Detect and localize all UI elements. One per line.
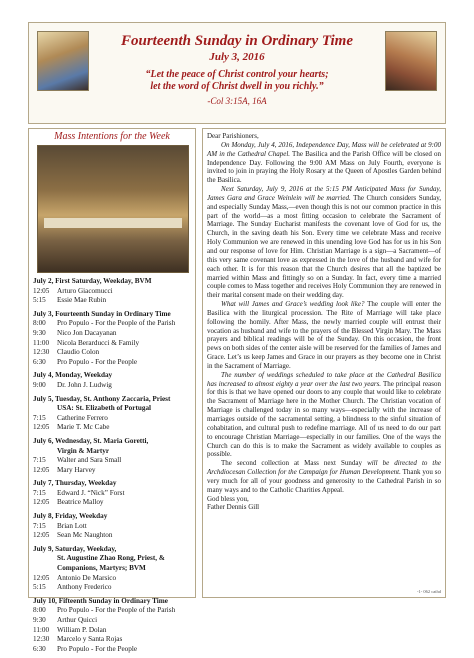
day-heading: July 7, Thursday, Weekday (33, 479, 117, 488)
mass-row (33, 296, 193, 306)
page-code: -1- 062 cathd (417, 589, 441, 594)
mass-intention-name: Dr. John J. Ludwig (57, 380, 112, 389)
day-heading: July 5, Tuesday, St. Anthony Zaccaria, Priest (33, 394, 171, 403)
mass-intention-name: Pro Populo - For the People of the Parish (57, 606, 176, 615)
mass-time: 9:00 (33, 380, 46, 389)
day-heading: July 6, Wednesday, St. Maria Goretti, (33, 436, 149, 445)
mass-time: 7:15 (33, 521, 46, 530)
mass-row (33, 583, 193, 593)
mass-row (33, 348, 193, 358)
page-date: July 3, 2016 (209, 51, 265, 63)
pastor-letter (207, 132, 441, 512)
mass-intention-name: Mary Harvey (57, 465, 96, 474)
mass-intention-name: Edward J. “Nick” Forst (57, 488, 125, 497)
mass-row (33, 329, 193, 339)
day-heading: July 2, First Saturday, Weekday, BVM (33, 277, 152, 285)
mass-intention-name: Beatrice Malloy (57, 498, 104, 507)
mass-intention-name: Sean Mc Naughton (57, 531, 113, 540)
mass-row (33, 456, 193, 466)
mass-intention-name: Arturo Giacomucci (57, 286, 113, 295)
mass-row (33, 498, 193, 508)
scripture-quote (89, 69, 385, 93)
mass-intention-name: Arthur Quicci (57, 616, 98, 624)
mass-intentions-title: Mass Intentions for the Week (54, 131, 170, 142)
letter-paragraph-5: The second collection at Mass next Sunday will be directed to the Archdiocesan Collection for the Campaign for Human Development. Thank you so very much for all of your goodness and generosity to the Cathedral Parish in so many ways and to the Catholic Charities Appeal. (207, 459, 441, 494)
mass-time: 6:30 (33, 357, 46, 366)
mass-row (33, 466, 193, 476)
mass-time: 11:00 (33, 338, 50, 347)
mass-time: 12:05 (33, 531, 50, 540)
mass-intention-name: Pro Populo - For the People of the Parish (57, 319, 176, 328)
salutation: Dear Parishioners, (207, 132, 259, 140)
mass-row (33, 645, 193, 655)
mass-time: 8:00 (33, 319, 46, 328)
day-block (33, 395, 193, 433)
christ-painting (385, 31, 437, 91)
mass-row (33, 606, 193, 616)
mass-time: 12:05 (33, 573, 50, 582)
day-heading: July 8, Friday, Weekday (33, 512, 108, 521)
letter-paragraph-3: What will James and Grace’s wedding look like? The couple will enter the Basilica with the liturgical procession. The Rite of Marriage will take place following the homily. After Mass, the newly married couple will entrust their vocation as husband and wife to the prayers of the Blessed Virgin Mary. The Mass prayers and biblical readings will be of the Sunday. On this occasion, the front pews on both sides of the center aisle will be reserved for the families of James and Grace. Let’s us keep James and Grace in our prayers as they become one in Christ in the Sacrament of Marriage. (207, 300, 441, 370)
mass-intentions-panel (28, 128, 196, 653)
mass-intention-name: Claudio Colon (57, 348, 100, 357)
mass-time: 5:15 (33, 296, 46, 305)
day-block (33, 479, 193, 508)
letter-paragraph-4: The number of weddings scheduled to take place at the Cathedral Basilica has increased to almost eighty a year over the last two years. The principal reason for this is that we have opened our doors to any couple that would like to celebrate the Sacrament of Marriage here in the Mother Church. The Christian vocation of Marriage is challenged today in so many ways—especially with the increase of marriages outside of the sacramental setting, a blindness to the sinful situation of cohabitation, and cultural push to redefine marriage. All of us need to do our part to encourage Christian Marriage—especially in our families. One of the ways the Church can do this is to make the Sacrament as widely available to couples as possible. (207, 370, 441, 459)
mass-row (33, 414, 193, 424)
mass-time: 5:15 (33, 583, 46, 592)
day-block (33, 545, 193, 593)
mass-time: 7:15 (33, 456, 46, 465)
mass-time: 7:15 (33, 488, 46, 497)
mass-row (33, 522, 193, 532)
letter-paragraph-1: On Monday, July 4, 2016, Independence Day, Mass will be celebrated at 9:00 AM in the Cathedral Chapel. The Basilica and the Parish Office will be closed on Independence Day. Following the 9:00 AM Mass on July Fourth, everyone is invited to join in praying the Holy Rosary at the Queen of Apostles Garden behind the Basilica. (207, 140, 442, 185)
quote-line-1: “Let the peace of Christ control your hearts; (145, 69, 329, 80)
pastor-letter-panel (202, 128, 446, 598)
day-block (33, 371, 193, 390)
scripture-citation: -Col 3:15A, 16A (207, 96, 267, 106)
mass-row (33, 287, 193, 297)
closing: God bless you, (207, 494, 249, 503)
mass-row (33, 489, 193, 499)
mass-intention-name: Walter and Sara Small (57, 456, 122, 465)
day-heading: July 10, Fifteenth Sunday in Ordinary Time (33, 596, 168, 605)
mass-intention-name: Antonio De Marsico (57, 573, 117, 582)
mass-row (33, 339, 193, 349)
mass-time: 12:30 (33, 635, 50, 644)
mass-time: 9:30 (33, 328, 46, 337)
mass-time: 12:05 (33, 423, 50, 432)
mass-row (33, 626, 193, 636)
mass-row (33, 635, 193, 645)
mass-row (33, 358, 193, 368)
mass-intention-name: Brian Lott (57, 521, 87, 530)
mass-intention-name: Catherine Ferrero (57, 413, 108, 422)
mass-row (33, 531, 193, 541)
day-heading-continued: Virgin & Martyr (57, 446, 110, 455)
day-heading: July 9, Saturday, Weekday, (33, 544, 117, 553)
mass-intention-name: Pro Populo - For the People (57, 357, 138, 366)
signature: Father Dennis Gill (207, 503, 260, 512)
day-heading-continued: USA: St. Elizabeth of Portugal (57, 404, 152, 413)
mass-time: 8:00 (33, 606, 46, 615)
mass-intention-name: Nico Jon Dacayanan (57, 328, 117, 337)
day-heading-continued: St. Augustine Zhao Rong, Priest, & Companions, Martyrs; BVM (57, 554, 165, 573)
mass-time: 6:30 (33, 644, 46, 653)
mass-intention-name: Anthony Frederico (57, 583, 112, 592)
mass-row (33, 319, 193, 329)
mass-time: 12:05 (33, 498, 50, 507)
quote-line-2: let the word of Christ dwell in you richly.” (150, 81, 324, 92)
bulletin-header (28, 22, 446, 124)
mass-time: 7:15 (33, 413, 46, 422)
mass-row (33, 616, 193, 626)
mass-intention-name: Nicola Berarducci & Family (57, 338, 140, 347)
christ-blessing-painting (37, 31, 89, 91)
mass-time: 12:05 (33, 465, 50, 474)
letter-paragraph-2: Next Saturday, July 9, 2016 at the 5:15 PM Anticipated Mass for Sunday, James Gara and Grace Weinlein will be married. The Church considers Sunday, and especially Sunday Mass,—even though this is not our common practice in this part of the world—as a most fitting occasion to celebrate the Sacrament of Marriage. The Sunday Eucharist manifests the covenant love of God for us, the Church, in the saving death his Son. Every time we celebrate Mass and receive Holy Communion we are renewed in this unending love God has for us in his Son and our response of love for Him. Christian Marriage is a sign—a Sacrament—of this very same covenant love as expressed in the love of the husband and wife for each other. It is for this reason that the Church desires that all the baptized be married within Mass and fittingly so on a Sunday. In fact, every time a married couple comes to Mass together and receives Holy Communion they are renewed in their marital consent made on their wedding day. (207, 185, 441, 300)
day-heading: July 3, Fourteenth Sunday in Ordinary Time (33, 309, 171, 318)
mass-row (33, 574, 193, 584)
mass-intention-name: Pro Populo - For the People (57, 644, 138, 653)
day-block (33, 310, 193, 368)
mass-intention-name: Marie T. Mc Cabe (57, 423, 110, 432)
day-block (33, 437, 193, 475)
mass-time: 11:00 (33, 625, 50, 634)
day-heading: July 4, Monday, Weekday (33, 371, 113, 380)
mass-row (33, 381, 193, 391)
mass-intention-name: Essie Mae Rubin (57, 296, 107, 305)
mass-time: 12:30 (33, 348, 50, 357)
day-block (33, 512, 193, 541)
supper-table (44, 218, 182, 228)
mass-intention-name: William P. Dolan (57, 625, 107, 634)
page-title: Fourteenth Sunday in Ordinary Time (121, 33, 353, 49)
mass-intention-name: Marcelo y Santa Rojas (57, 635, 123, 644)
mass-schedule (33, 277, 193, 658)
mass-time: 12:05 (33, 286, 50, 295)
mass-row (33, 423, 193, 433)
day-block (33, 277, 193, 306)
last-supper-painting (37, 145, 189, 273)
day-block (33, 597, 193, 655)
mass-time: 9:30 (33, 616, 46, 624)
